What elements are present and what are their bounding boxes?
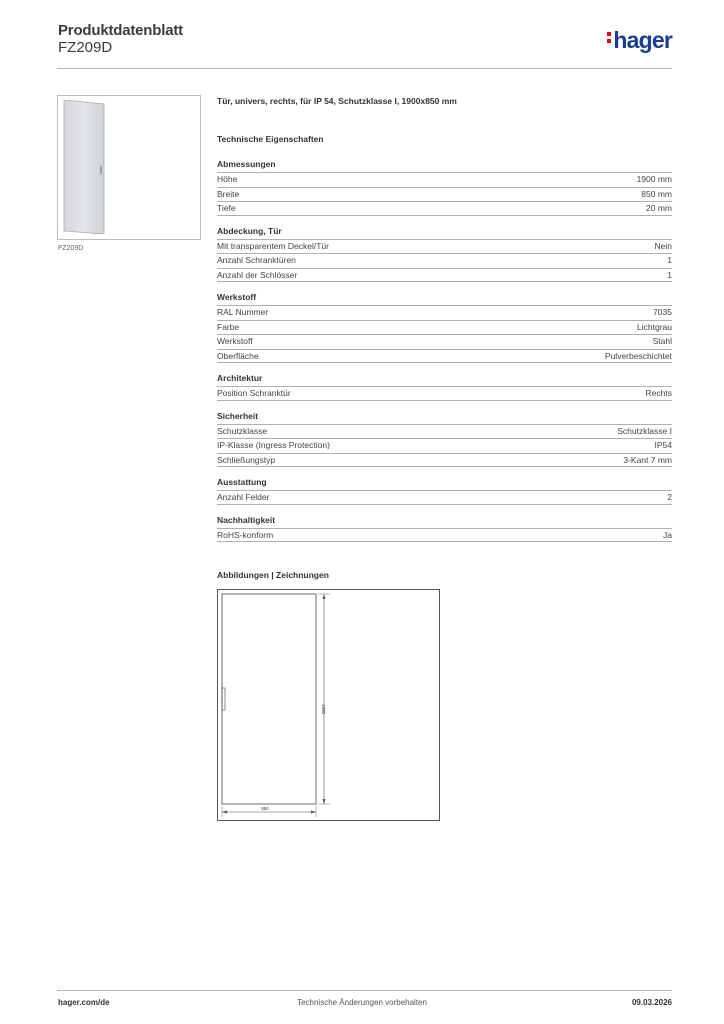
footer-website-link[interactable]: hager.com/de bbox=[58, 998, 110, 1007]
property-value: 2 bbox=[667, 492, 672, 502]
property-label: Tiefe bbox=[217, 203, 236, 213]
property-label: Höhe bbox=[217, 174, 238, 184]
width-dimension-label: 850 bbox=[261, 806, 269, 811]
property-row bbox=[217, 268, 672, 283]
property-row bbox=[217, 253, 672, 268]
property-label: Farbe bbox=[217, 321, 240, 332]
property-row bbox=[217, 490, 672, 505]
properties-section bbox=[217, 476, 672, 505]
properties-section bbox=[217, 158, 672, 216]
property-row bbox=[217, 453, 672, 468]
property-value: 850 mm bbox=[641, 188, 672, 199]
header-divider bbox=[57, 68, 672, 69]
logo-dots-icon bbox=[607, 29, 611, 46]
property-row bbox=[217, 438, 672, 453]
property-label: RAL Nummer bbox=[217, 307, 269, 317]
property-value: Schutzklasse I bbox=[617, 425, 672, 436]
property-value: Ja bbox=[663, 529, 672, 540]
property-label: Werkstoff bbox=[217, 336, 253, 346]
property-row bbox=[217, 528, 672, 543]
property-label: Mit transparentem Deckel/Tür bbox=[217, 240, 329, 251]
property-label: Schutzklasse bbox=[217, 425, 268, 436]
property-rows bbox=[217, 172, 672, 216]
property-value: 7035 bbox=[653, 307, 672, 317]
property-row bbox=[217, 386, 672, 401]
properties-section bbox=[217, 291, 672, 363]
property-label: RoHS-konform bbox=[217, 529, 274, 540]
property-rows bbox=[217, 239, 672, 283]
section-title: Werkstoff bbox=[217, 292, 257, 302]
property-label: Anzahl Felder bbox=[217, 492, 270, 502]
property-row bbox=[217, 201, 672, 216]
technical-drawing bbox=[217, 589, 440, 821]
property-value: 3-Kant 7 mm bbox=[623, 454, 672, 465]
property-rows bbox=[217, 424, 672, 468]
section-title: Abdeckung, Tür bbox=[217, 225, 282, 236]
section-title: Architektur bbox=[217, 373, 263, 383]
thumbnail-caption: FZ209D bbox=[58, 245, 84, 252]
section-title: Ausstattung bbox=[217, 477, 267, 487]
property-rows bbox=[217, 386, 672, 401]
product-details bbox=[217, 96, 672, 551]
product-code: FZ209D bbox=[58, 39, 113, 56]
property-row bbox=[217, 320, 672, 335]
property-label: Oberfläche bbox=[217, 350, 259, 361]
properties-section bbox=[217, 225, 672, 283]
property-rows bbox=[217, 305, 672, 363]
property-rows bbox=[217, 528, 672, 543]
properties-section bbox=[217, 372, 672, 401]
footer-date: 09.03.2026 bbox=[631, 998, 672, 1007]
property-value: Rechts bbox=[645, 388, 672, 398]
footer-divider bbox=[57, 990, 672, 991]
property-value: 1 bbox=[667, 255, 672, 265]
properties-section bbox=[217, 410, 672, 468]
property-value: Pulverbeschichtet bbox=[604, 350, 672, 361]
height-dimension-label: 1900 bbox=[321, 704, 326, 715]
property-label: Breite bbox=[217, 188, 240, 199]
properties-sections bbox=[217, 158, 672, 542]
drawings-heading: Abbildungen | Zeichnungen bbox=[217, 570, 329, 580]
property-label: Anzahl Schranktüren bbox=[217, 255, 296, 265]
property-value: Nein bbox=[654, 240, 672, 251]
property-value: 1 bbox=[667, 269, 672, 280]
logo-text: hager bbox=[613, 27, 672, 53]
property-rows bbox=[217, 490, 672, 505]
property-value: IP54 bbox=[654, 440, 672, 450]
property-row bbox=[217, 305, 672, 320]
property-row bbox=[217, 239, 672, 254]
hager-logo bbox=[607, 27, 672, 54]
door-thumbnail-image bbox=[62, 100, 106, 234]
door-drawing-image bbox=[218, 590, 439, 820]
property-row bbox=[217, 424, 672, 439]
property-row bbox=[217, 334, 672, 349]
property-label: IP-Klasse (Ingress Protection) bbox=[217, 440, 330, 450]
property-label: Position Schranktür bbox=[217, 388, 291, 398]
product-description: Tür, univers, rechts, für IP 54, Schutzklasse I, 1900x850 mm bbox=[217, 96, 457, 106]
property-label: Anzahl der Schlösser bbox=[217, 269, 298, 280]
property-value: 20 mm bbox=[646, 203, 672, 213]
properties-section bbox=[217, 514, 672, 543]
property-value: 1900 mm bbox=[636, 174, 672, 184]
page-title: Produktdatenblatt bbox=[58, 22, 183, 39]
section-title: Sicherheit bbox=[217, 410, 259, 421]
property-row bbox=[217, 172, 672, 187]
property-label: Schließungstyp bbox=[217, 454, 276, 465]
section-title: Abmessungen bbox=[217, 159, 276, 169]
footer-disclaimer: Technische Änderungen vorbehalten bbox=[297, 998, 427, 1007]
property-value: Lichtgrau bbox=[637, 321, 672, 332]
property-row bbox=[217, 349, 672, 364]
property-row bbox=[217, 187, 672, 202]
properties-heading: Technische Eigenschaften bbox=[217, 134, 324, 144]
property-value: Stahl bbox=[652, 336, 672, 346]
section-title: Nachhaltigkeit bbox=[217, 514, 276, 525]
